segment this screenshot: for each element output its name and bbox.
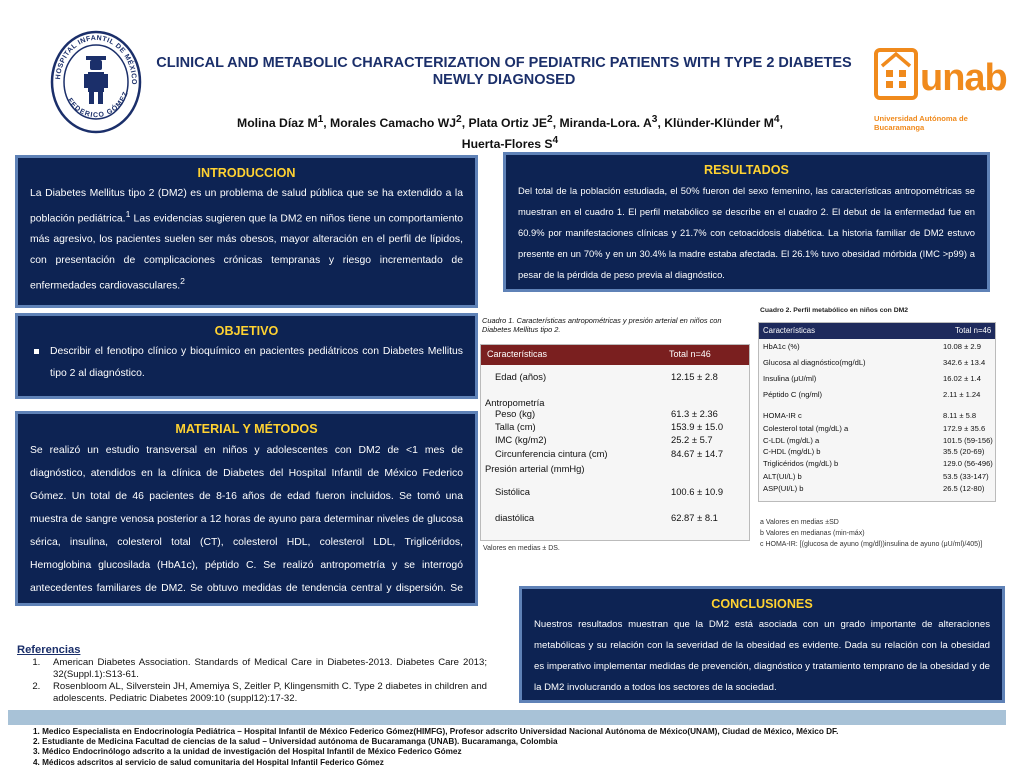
table2-note: a Valores en medias ±SD bbox=[760, 519, 839, 526]
affiliation-line: 4. Médicos adscritos al servicio de salud comunitaria del Hospital Infantil Federico Gómez bbox=[33, 757, 384, 767]
reference-item: 2. Rosenbloom AL, Silverstein JH, Amemiya S, Zeitler P, Klingensmith C. Type 2 diabetes in children and adolescents. Pediatric Diabetes 2009:10 (suppl12):17-32. bbox=[43, 681, 487, 705]
unab-logo bbox=[872, 44, 1008, 130]
table2 bbox=[758, 322, 996, 502]
metodos-text: Se realizó un estudio transversal en niños y adolescentes con DM2 de <1 mes de diagnóstico, atendidos en la clínica de Diabetes del Hospital Infantil de México Federico Gómez. Un total de 46 pacientes de 8-16 años de edad fueron incluidos. Se tomó una muestra de sangre venosa posterior a 12 horas de ayuno para determinar niveles de glucosa sérica, insulina, colesterol total (CT), colesterol HDL, colesterol LDL, Triglicéridos, Hemoglobina glucosilada (HbA1c), péptido C. Se realizó antropometría y se interrogó antecedentes familiares de DM2. Se obtuvo medidas de tendencia central y dispersión. Se usó el programa SPSS versión 20.0. bbox=[30, 445, 463, 617]
objetivo-panel bbox=[15, 313, 478, 399]
table2-label: Insulina (μU/ml) bbox=[763, 374, 817, 383]
table2-label: C-HDL (mg/dL) b bbox=[763, 447, 821, 456]
affiliation-line: 2. Estudiante de Medicina Facultad de ciencias de la salud – Universidad autónoma de Bucaramanga (UNAB). Bucaramanga, Colombia bbox=[33, 737, 558, 747]
table1-label: Sistólica bbox=[495, 486, 530, 497]
table1-label: Presión arterial (mmHg) bbox=[485, 463, 585, 474]
references bbox=[17, 644, 487, 705]
poster-title: CLINICAL AND METABOLIC CHARACTERIZATION OF PEDIATRIC PATIENTS WITH TYPE 2 DIABETES NEWLY DIAGNOSED bbox=[156, 55, 852, 88]
reference-item: 1. American Diabetes Association. Standards of Medical Care in Diabetes-2013. Diabetes Care 2013; 32(Suppl.1):S13-61. bbox=[43, 657, 487, 681]
table2-value: 35.5 (20-69) bbox=[943, 447, 985, 456]
table2-label: Péptido C (ng/ml) bbox=[763, 390, 823, 399]
table2-header bbox=[759, 323, 995, 339]
table1-label: Peso (kg) bbox=[495, 408, 536, 419]
table1-value: 25.2 ± 5.7 bbox=[671, 434, 713, 445]
table2-caption: Cuadro 2. Perfil metabólico en niños con DM2 bbox=[760, 307, 909, 314]
table1-label: IMC (kg/m2) bbox=[495, 434, 547, 445]
objetivo-text: Describir el fenotipo clínico y bioquímico en pacientes pediátricos con Diabetes Mellitus tipo 2 al diagnóstico. bbox=[50, 346, 463, 379]
table1-label: Talla (cm) bbox=[495, 421, 536, 432]
table2-col1: Características bbox=[763, 326, 815, 335]
conclusiones-panel bbox=[519, 586, 1005, 703]
table2-value: 8.11 ± 5.8 bbox=[943, 411, 977, 420]
intro-text: La Diabetes Mellitus tipo 2 (DM2) es un problema de salud pública que se ha extendido a la población pediátrica.$^1$ Las evidencias sugieren que la DM2 en niños tiene un comportamiento más agresivo, los pacientes suelen ser más obesos, mayor alteración en el perfil de lípidos, con presentación de complicaciones crónicas tempranas y riesgo incrementado de enfermedades cardiovasculares.$^2$ bbox=[30, 188, 464, 292]
table2-value: 10.08 ± 2.9 bbox=[943, 342, 981, 351]
metodos-heading: MATERIAL Y MÉTODOS bbox=[175, 422, 318, 436]
authors-line1: Molina Díaz $M^1$, Morales Camacho $WJ^2$, Plata Ortiz $JE^2$, Miranda-Lora. $A^3$, Klünder-Klünder $M^4$, bbox=[237, 114, 783, 131]
table2-label: Glucosa al diagnóstico(mg/dL) bbox=[763, 358, 866, 367]
table1-col1: Características bbox=[487, 349, 548, 359]
affiliations bbox=[33, 727, 1013, 768]
table1-header bbox=[481, 345, 749, 365]
table1-value: 12.15 ± 2.8 bbox=[671, 371, 718, 382]
table2-value: 53.5 (33-147) bbox=[943, 472, 989, 481]
table1-value: 153.9 ± 15.0 bbox=[671, 421, 724, 432]
table1-label: Edad (años) bbox=[495, 371, 547, 382]
table2-notes bbox=[760, 517, 1022, 550]
table2-value: 172.9 ± 35.6 bbox=[943, 424, 986, 433]
table1-label: Antropometría bbox=[485, 397, 545, 408]
authors bbox=[180, 111, 840, 153]
table2-col2: Total n=46 bbox=[955, 326, 992, 335]
intro-panel bbox=[15, 155, 478, 308]
bullet-icon bbox=[34, 349, 39, 354]
affiliation-line: 3. Médico Endocrinólogo adscrito a la unidad de investigación del Hospital Infantil de México Federico Gómez bbox=[33, 747, 462, 757]
table2-label: Triglicéridos (mg/dL) b bbox=[763, 459, 839, 468]
table2-note: b Valores en medianas (min-máx) bbox=[760, 530, 865, 537]
table2-label: Colesterol total (mg/dL) a bbox=[763, 424, 849, 433]
table1 bbox=[480, 344, 750, 541]
table2-value: 129.0 (56-496) bbox=[943, 459, 993, 468]
affiliation-line: 1. Medico Especialista en Endocrinología Pediátrica – Hospital Infantil de México Federico Gómez(HIMFG), Profesor adscrito Universidad Nacional Autónoma de México(UNAM), Ciudad de México, México DF. bbox=[33, 727, 839, 736]
table1-value: 61.3 ± 2.36 bbox=[671, 408, 718, 419]
table2-label: C-LDL (mg/dL) a bbox=[763, 436, 820, 445]
objetivo-item bbox=[30, 341, 463, 385]
authors-line2: Huerta-Flores $S^4$ bbox=[461, 135, 559, 152]
references-heading: Referencias bbox=[17, 644, 81, 656]
table2-label: HbA1c (%) bbox=[763, 342, 800, 351]
table1-col2: Total n=46 bbox=[669, 349, 711, 359]
table2-value: 101.5 (59-156) bbox=[943, 436, 993, 445]
intro-heading: INTRODUCCION bbox=[197, 166, 296, 180]
conclusiones-text: Nuestros resultados muestran que la DM2 está asociada con un grado importante de alteraciones metabólicas y su relación con la severidad de la obesidad es evidente. Dada su relación con la obesidad es imperativo implementar medidas de prevención, diagnóstico y tratamiento temprano de la obesidad y de la DM2 involucrando a todos los sectores de la sociedad. bbox=[534, 619, 990, 693]
svg-text:FEDERICO GÓMEZ: FEDERICO GÓMEZ bbox=[65, 90, 130, 120]
table2-value: 26.5 (12-80) bbox=[943, 484, 985, 493]
svg-text:HOSPITAL INFANTIL DE MÉXICO: HOSPITAL INFANTIL DE MÉXICO bbox=[55, 34, 138, 85]
table2-label: ALT(UI/L) b bbox=[763, 472, 802, 481]
conclusiones-heading: CONCLUSIONES bbox=[711, 597, 813, 611]
table1-footnote: Valores en medias ± DS. bbox=[483, 545, 560, 552]
table2-value: 16.02 ± 1.4 bbox=[943, 374, 981, 383]
table1-caption: Cuadro 1. Características antropométricas y presión arterial en niños con Diabetes Mellitus tipo 2. bbox=[482, 316, 722, 334]
metodos-panel bbox=[15, 411, 478, 617]
table2-value: 2.11 ± 1.24 bbox=[943, 390, 981, 399]
table1-label: Circunferencia cintura (cm) bbox=[495, 448, 608, 459]
table1-value: 100.6 ± 10.9 bbox=[671, 486, 724, 497]
table1-value: 62.87 ± 8.1 bbox=[671, 512, 718, 523]
resultados-text: Del total de la población estudiada, el 50% fueron del sexo femenino, las características antropométricas se muestran en el cuadro 1. El perfil metabólico se describe en el cuadro 2. El debut de la enfermedad fue en 60.9% por manifestaciones clínicas y 21.7% con cetoacidosis diabética. La historia familiar de DM2 estuvo presente en un 70% y en un 30.4% la madre estaba afectada. El 26.1% tuvo obesidad mórbida (IMC >p99) a pesar de la pérdida de peso previa al diagnóstico. bbox=[518, 185, 975, 280]
resultados-heading: RESULTADOS bbox=[704, 163, 789, 177]
table1-value: 84.67 ± 14.7 bbox=[671, 448, 724, 459]
table2-label: HOMA-IR c bbox=[763, 411, 802, 420]
footer-band bbox=[8, 710, 1006, 725]
table2-label: ASP(UI/L) b bbox=[763, 484, 804, 493]
unab-wordmark: unab bbox=[920, 57, 1007, 99]
unab-subtitle: Universidad Autónoma de Bucaramanga bbox=[874, 114, 968, 132]
table1-label: diastólica bbox=[495, 512, 535, 523]
table2-note: c HOMA-IR: [(glucosa de ayuno (mg/dl))insulina de ayuno (μU/ml)/405)] bbox=[760, 541, 983, 548]
hospital-logo bbox=[50, 30, 142, 134]
objetivo-heading: OBJETIVO bbox=[214, 324, 279, 338]
resultados-panel bbox=[503, 152, 990, 292]
table2-value: 342.6 ± 13.4 bbox=[943, 358, 986, 367]
